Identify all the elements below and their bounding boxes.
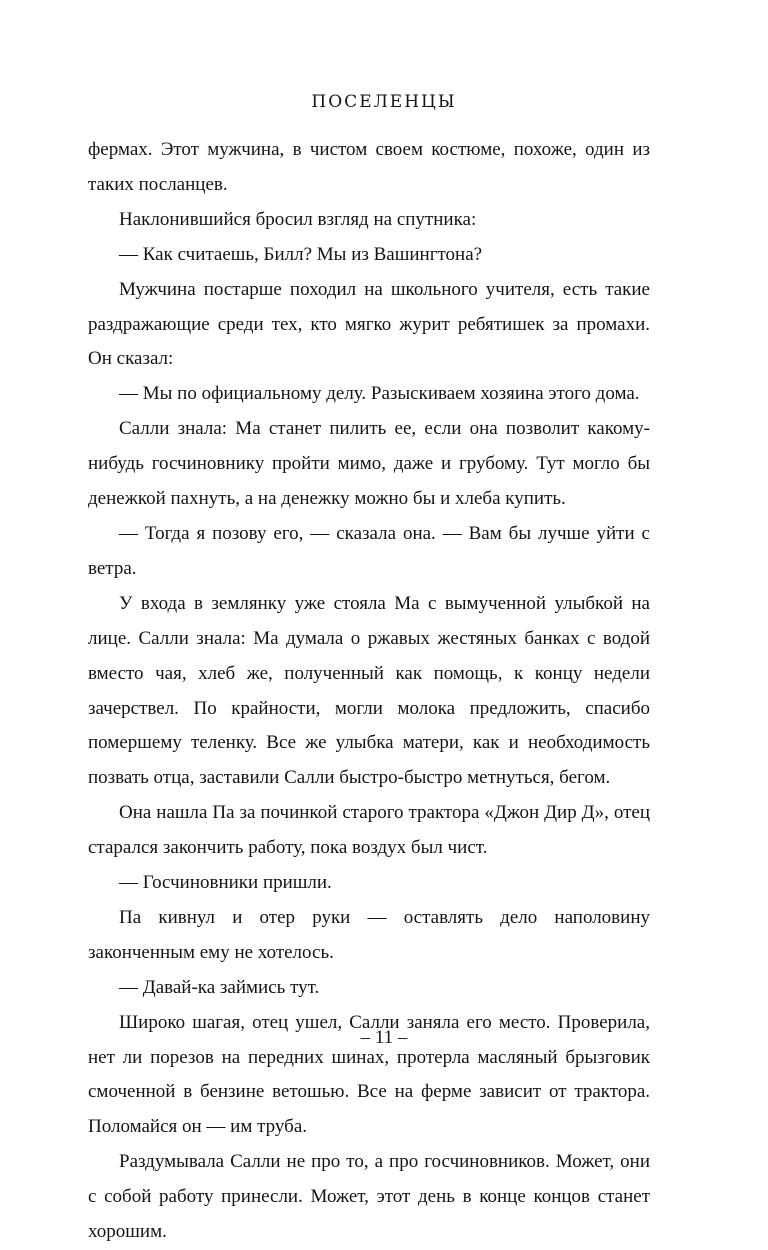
paragraph: Па кивнул и отер руки — оставлять дело наполовину законченным ему не хотелось. bbox=[88, 906, 650, 963]
dialogue-line: — Мы по официальному делу. Разыскиваем хозяина этого дома. bbox=[119, 383, 640, 405]
dialogue-line: — Как считаешь, Билл? Мы из Вашингтона? bbox=[119, 243, 483, 265]
paragraph: Раздумывала Салли не про то, а про госчиновников. Может, они с собой работу принесли. Может, этот день в конце концов станет хорошим. bbox=[88, 1151, 650, 1243]
running-title: ПОСЕЛЕНЦЫ bbox=[311, 92, 457, 112]
page-number: – 11 – bbox=[360, 1027, 408, 1048]
paragraph: Наклонившийся бросил взгляд на спутника: bbox=[119, 208, 477, 230]
paragraph: Широко шагая, отец ушел, Салли заняла его место. Проверила, нет ли порезов на передних шинах, протерла масляный брызговик смоченной в бензине ветошью. Все на ферме зависит от трактора. Поломайся он — им труба. bbox=[88, 1011, 650, 1138]
paragraph: У входа в землянку уже стояла Ма с вымученной улыбкой на лице. Салли знала: Ма думала о ржавых жестяных банках с водой вместо чая, хлеб же, полученный как помощь, к концу недели зачерствел. По крайности, могли молока предложить, спасибо помершему теленку. Все же улыбка матери, как и необходимость позвать отца, заставили Салли быстро-быстро метнуться, бегом. bbox=[88, 592, 650, 789]
dialogue-line: — Тогда я позову его, — сказала она. — Вам бы лучше уйти с ветра. bbox=[88, 522, 650, 579]
paragraph: Она нашла Па за починкой старого трактора «Джон Дир Д», отец старался закончить работу, пока воздух был чист. bbox=[88, 802, 650, 859]
paragraph-continuation: фермах. Этот мужчина, в чистом своем костюме, похоже, один из таких посланцев. bbox=[88, 139, 650, 195]
paragraph: Салли знала: Ма станет пилить ее, если она позволит какому-нибудь госчиновнику пройти мимо, даже и грубому. Тут могло бы денежкой пахнуть, а на денежку можно бы и хлеба купить. bbox=[88, 418, 650, 510]
dialogue-line: — Госчиновники пришли. bbox=[119, 872, 332, 894]
dialogue-line: — Давай-ка займись тут. bbox=[119, 976, 320, 998]
body-text bbox=[88, 133, 650, 1250]
paragraph: Мужчина постарше походил на школьного учителя, есть такие раздражающие среди тех, кто мягко журит ребятишек за промахи. Он сказал: bbox=[88, 278, 650, 370]
